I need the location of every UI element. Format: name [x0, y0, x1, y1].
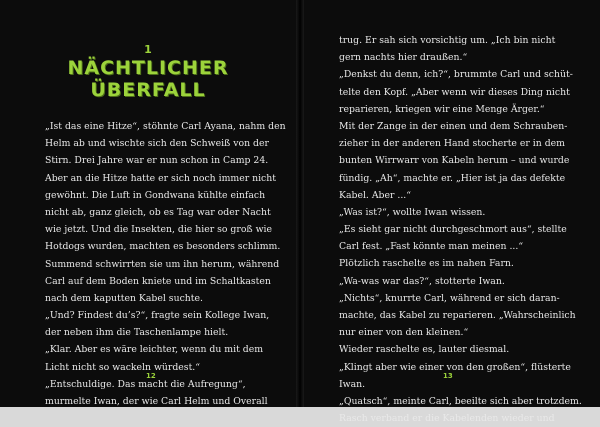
text-line: nach dem kaputten Kabel suchte.: [45, 292, 203, 304]
page-number-right: 13: [443, 372, 453, 380]
text-line: telte den Kopf. „Aber wenn wir dieses Ding nicht: [339, 86, 570, 98]
chapter-title: [0, 57, 296, 101]
text-line: nicht ab, ganz gleich, ob es Tag war oder Nacht: [45, 206, 271, 218]
text-line: Plötzlich raschelte es im nahen Farn.: [339, 258, 514, 270]
text-line: Mit der Zange in der einen und dem Schrauben-: [339, 120, 568, 132]
right-page: [304, 0, 600, 425]
text-line: fündig. „Ah“, machte er. „Hier ist ja das defekte: [339, 172, 566, 184]
text-line: Carl fest. „Fast könnte man meinen ...“: [339, 241, 524, 253]
text-line: „Wa-was war das?“, stotterte Iwan.: [339, 275, 505, 287]
text-line: Licht nicht so wackeln würdest.“: [45, 361, 201, 373]
text-line: „Quatsch“, meinte Carl, beeilte sich aber trotzdem.: [339, 395, 582, 407]
text-line: „Nichts“, knurrte Carl, während er sich daran-: [339, 292, 560, 304]
text-line: gern nachts hier draußen.“: [339, 52, 468, 64]
text-line: Helm ab und wischte sich den Schweiß von der: [45, 138, 269, 150]
right-page-text: [339, 32, 582, 427]
text-line: machte, das Kabel zu reparieren. „Wahrscheinlich: [339, 310, 576, 321]
text-line: Stirn. Drei Jahre war er nun schon in Camp 24.: [45, 155, 269, 167]
text-line: murmelte Iwan, der wie Carl Helm und Overall: [45, 396, 268, 407]
text-line: Hotdogs wurden, machten es besonders schlimm.: [45, 241, 281, 253]
book-gutter: [296, 0, 304, 407]
chapter-title-line: NÄCHTLICHER: [67, 57, 229, 79]
chapter-number: 1: [144, 43, 152, 56]
left-page: [0, 0, 296, 407]
text-line: „Denkst du denn, ich?“, brummte Carl und schüt-: [339, 69, 573, 81]
text-line: Summend schwirrten sie um ihn herum, während: [45, 258, 280, 270]
text-line: trug. Er sah sich vorsichtig um. „Ich bin nicht: [339, 35, 556, 46]
text-line: Rasch verband er die Kabelenden wieder und: [339, 413, 555, 425]
text-line: „Entschuldige. Das macht die Aufregung“,: [45, 378, 246, 390]
text-line: „Klar. Aber es wäre leichter, wenn du mit dem: [45, 344, 264, 356]
text-line: „Was ist?“, wollte Iwan wissen.: [339, 206, 486, 218]
text-line: Carl auf dem Boden kniete und im Schaltkasten: [45, 275, 271, 287]
text-line: nur einer von den kleinen.“: [339, 327, 469, 339]
chapter-title-line: ÜBERFALL: [90, 79, 206, 101]
page-number-left: 12: [146, 372, 156, 380]
text-line: gewöhnt. Die Luft in Gondwana kühlte einfach: [45, 189, 266, 201]
text-line: bunten Wirrwarr von Kabeln herum – und wurde: [339, 155, 570, 167]
text-line: „Es sieht gar nicht durchgeschmort aus“, stellte: [339, 224, 567, 236]
text-line: zieher in der anderen Hand stocherte er in dem: [339, 138, 565, 150]
text-line: „Ist das eine Hitze“, stöhnte Carl Ayana, nahm den: [45, 121, 286, 132]
text-line: reparieren, kriegen wir eine Menge Ärger.“: [339, 103, 545, 115]
text-line: Kabel. Aber ...“: [339, 189, 412, 201]
left-page-text: [45, 118, 286, 410]
text-line: „Klingt aber wie einer von den großen“, flüsterte: [339, 361, 571, 373]
text-line: wie jetzt. Und die Insekten, die hier so groß wie: [45, 224, 273, 236]
text-line: „Und? Findest du’s?“, fragte sein Kollege Iwan,: [45, 310, 270, 322]
text-line: Wieder raschelte es, lauter diesmal.: [339, 344, 510, 356]
text-line: Iwan.: [339, 378, 366, 390]
text-line: der neben ihm die Taschenlampe hielt.: [45, 327, 229, 339]
text-line: Aber an die Hitze hatte er sich noch immer nicht: [45, 172, 276, 184]
